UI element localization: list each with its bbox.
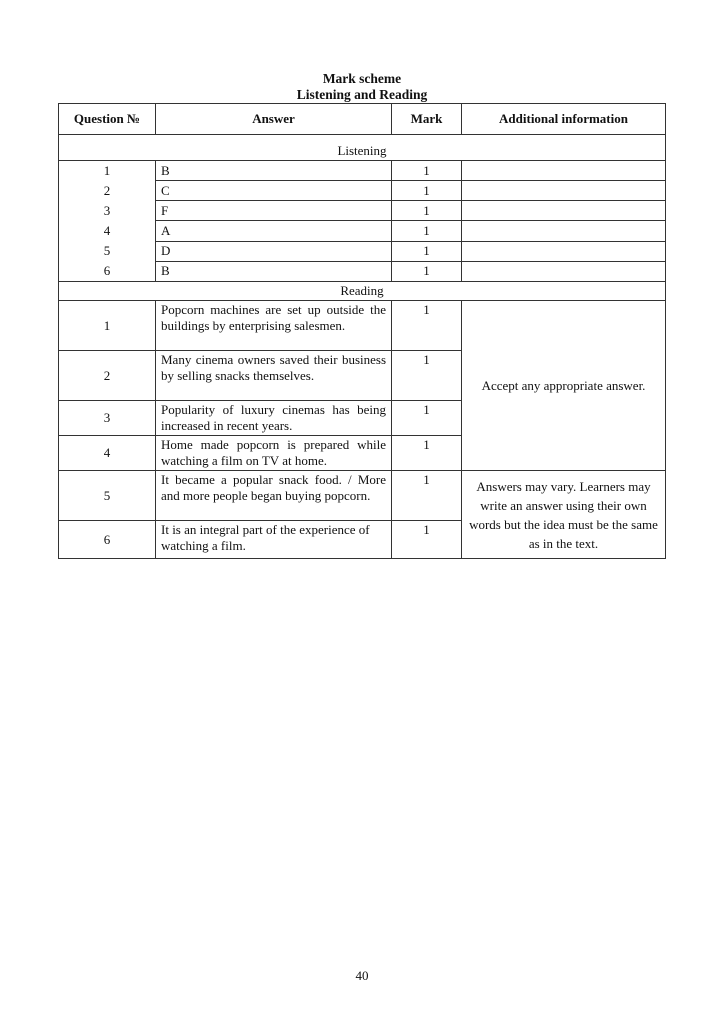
header-answer: Answer xyxy=(156,104,392,135)
answer-cell: F xyxy=(156,201,392,221)
section-label-listening: Listening xyxy=(59,142,666,161)
info-cell-vary: Answers may vary. Learners may write an answer using their own words but the idea must be the same as in the text. xyxy=(462,471,666,559)
answer-cell: B xyxy=(156,161,392,181)
question-number: 4 xyxy=(103,223,111,238)
question-number: 4 xyxy=(59,436,156,471)
table-row xyxy=(59,301,666,351)
question-number: 2 xyxy=(59,351,156,401)
info-cell xyxy=(462,241,666,261)
mark-cell: 1 xyxy=(392,471,462,521)
mark-cell: 1 xyxy=(392,401,462,436)
document-subtitle: Listening and Reading xyxy=(296,87,428,102)
info-cell xyxy=(462,161,666,181)
question-number: 6 xyxy=(59,521,156,559)
question-number: 3 xyxy=(103,203,111,218)
section-listening xyxy=(59,142,666,161)
question-number: 2 xyxy=(103,183,111,198)
question-number: 5 xyxy=(103,243,111,258)
section-label-reading: Reading xyxy=(59,282,666,301)
question-number: 5 xyxy=(59,471,156,521)
info-cell xyxy=(462,261,666,281)
answer-cell: Popularity of luxury cinemas has being increased in recent years. xyxy=(156,401,392,436)
question-number: 1 xyxy=(103,163,111,178)
mark-scheme-table xyxy=(58,103,666,559)
question-number: 1 xyxy=(59,301,156,351)
table-row xyxy=(59,161,666,181)
mark-cell: 1 xyxy=(392,521,462,559)
answer-cell: B xyxy=(156,261,392,281)
mark-cell: 1 xyxy=(392,261,462,281)
document-title: Mark scheme xyxy=(322,71,402,86)
question-number: 6 xyxy=(103,263,111,278)
answer-cell: A xyxy=(156,221,392,241)
answer-cell: Home made popcorn is prepared while watching a film on TV at home. xyxy=(156,436,392,471)
answer-cell: D xyxy=(156,241,392,261)
question-number: 3 xyxy=(59,401,156,436)
answer-cell: It is an integral part of the experience of watching a film. xyxy=(156,521,392,559)
header-row xyxy=(59,104,666,135)
section-reading xyxy=(59,282,666,301)
mark-cell: 1 xyxy=(392,301,462,351)
table-row xyxy=(59,471,666,521)
spacer-row xyxy=(59,135,666,143)
mark-cell: 1 xyxy=(392,241,462,261)
answer-cell: C xyxy=(156,181,392,201)
mark-cell: 1 xyxy=(392,201,462,221)
info-cell xyxy=(462,201,666,221)
answer-cell: Popcorn machines are set up outside the buildings by enterprising salesmen. xyxy=(156,301,392,351)
mark-cell: 1 xyxy=(392,436,462,471)
mark-cell: 1 xyxy=(392,161,462,181)
header-info: Additional information xyxy=(462,104,666,135)
info-cell-accept: Accept any appropriate answer. xyxy=(462,301,666,471)
mark-cell: 1 xyxy=(392,221,462,241)
mark-cell: 1 xyxy=(392,181,462,201)
listening-numbers xyxy=(59,161,156,282)
header-question: Question № xyxy=(59,104,156,135)
answer-cell: Many cinema owners saved their business by selling snacks themselves. xyxy=(156,351,392,401)
info-cell xyxy=(462,221,666,241)
info-cell xyxy=(462,181,666,201)
answer-cell: It became a popular snack food. / More and more people began buying popcorn. xyxy=(156,471,392,521)
mark-cell: 1 xyxy=(392,351,462,401)
header-mark: Mark xyxy=(392,104,462,135)
page-number: 40 xyxy=(355,968,369,983)
